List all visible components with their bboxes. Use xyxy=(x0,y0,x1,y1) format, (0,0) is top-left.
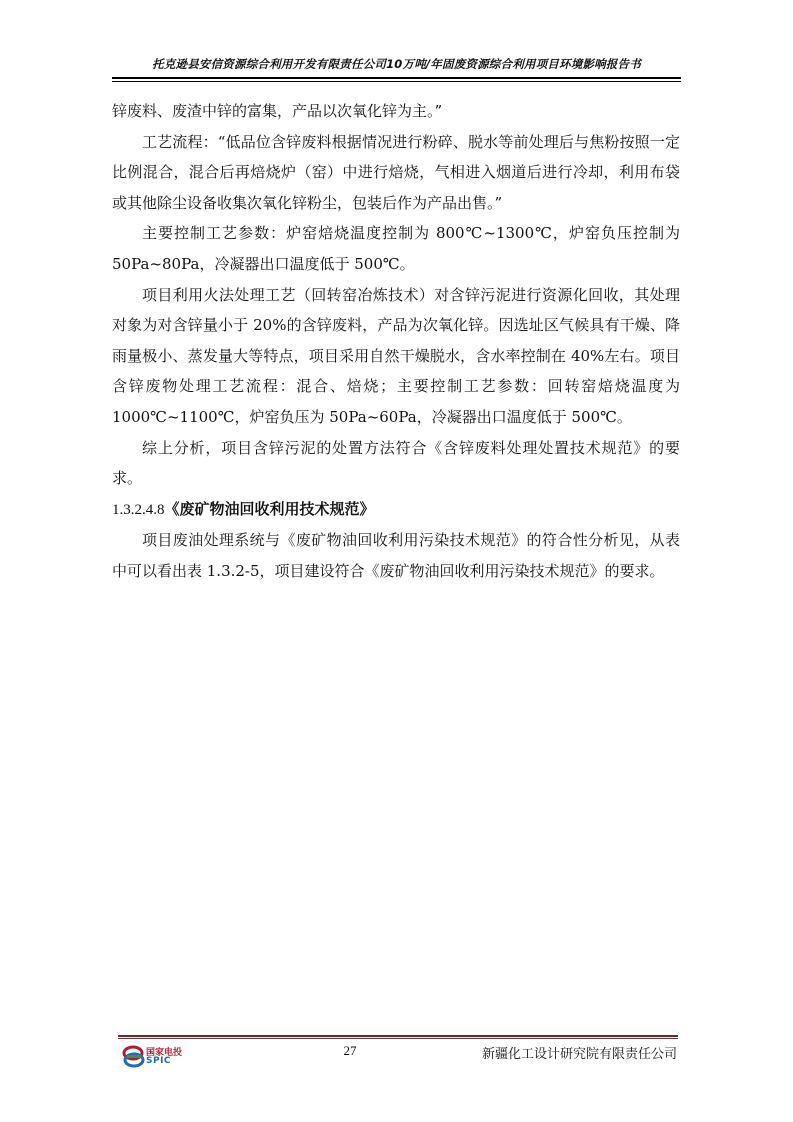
page-number: 27 xyxy=(343,1043,357,1058)
logo-text-cn: 国家电投 xyxy=(146,1048,183,1058)
footer-divider-dark xyxy=(118,1038,678,1039)
header-divider-thick xyxy=(112,77,681,79)
body-paragraph: 锌废料、废渣中锌的富集，产品以次氧化锌为主。” xyxy=(112,102,443,120)
header-divider-thin xyxy=(112,81,681,82)
section-number: 1.3.2.4.8 xyxy=(112,501,165,518)
report-header-title: 托克逊县安信资源综合利用开发有限责任公司10万吨/年固废资源综合利用项目环境影响报告书 xyxy=(152,57,641,71)
logo-text-en: SPIC xyxy=(146,1056,172,1066)
body-paragraph: 工艺流程：“低品位含锌废料根据情况进行粉碎、脱水等前处理后与焦粉按照一定比例混合，混合后再焙烧炉（窑）中进行焙烧，气相进入烟道后进行冷却，利用布袋或其他除尘设备收集次氧化锌粉尘，包装后作为产品出售。” xyxy=(112,132,680,212)
page-body xyxy=(112,96,680,587)
footer-divider-red xyxy=(118,1035,678,1037)
body-paragraph: 主要控制工艺参数：炉窑焙烧温度控制为 800℃~1300℃，炉窑负压控制为 50Pa~80Pa，冷凝器出口温度低于 500℃。 xyxy=(112,224,680,273)
company-name: 新疆化工设计研究院有限责任公司 xyxy=(481,1047,677,1062)
body-paragraph: 综上分析，项目含锌污泥的处置方法符合《含锌废料处理处置技术规范》的要求。 xyxy=(112,438,680,488)
body-paragraph: 项目利用火法处理工艺（回转窑冶炼技术）对含锌污泥进行资源化回收，其处理对象为对含锌量小于 20%的含锌废料，产品为次氧化锌。因选址区气候具有干燥、降雨量极小、蒸发量大等特点，项目采用自然干燥脱水，含水率控制在 40%左右。项目含锌废物处理工艺流程：混合、焙烧；主要控制工艺参数：回转窑焙烧温度为 1000℃~1100℃，炉窑负压为 50Pa~60Pa，冷凝器出口温度低于 500℃。 xyxy=(112,285,680,426)
section-heading xyxy=(112,494,680,526)
body-paragraph: 项目废油处理系统与《废矿物油回收利用污染技术规范》的符合性分析见，从表中可以看出表 1.3.2-5，项目建设符合《废矿物油回收利用污染技术规范》的要求。 xyxy=(112,531,680,580)
section-title: 《废矿物油回收利用技术规范》 xyxy=(164,499,375,518)
